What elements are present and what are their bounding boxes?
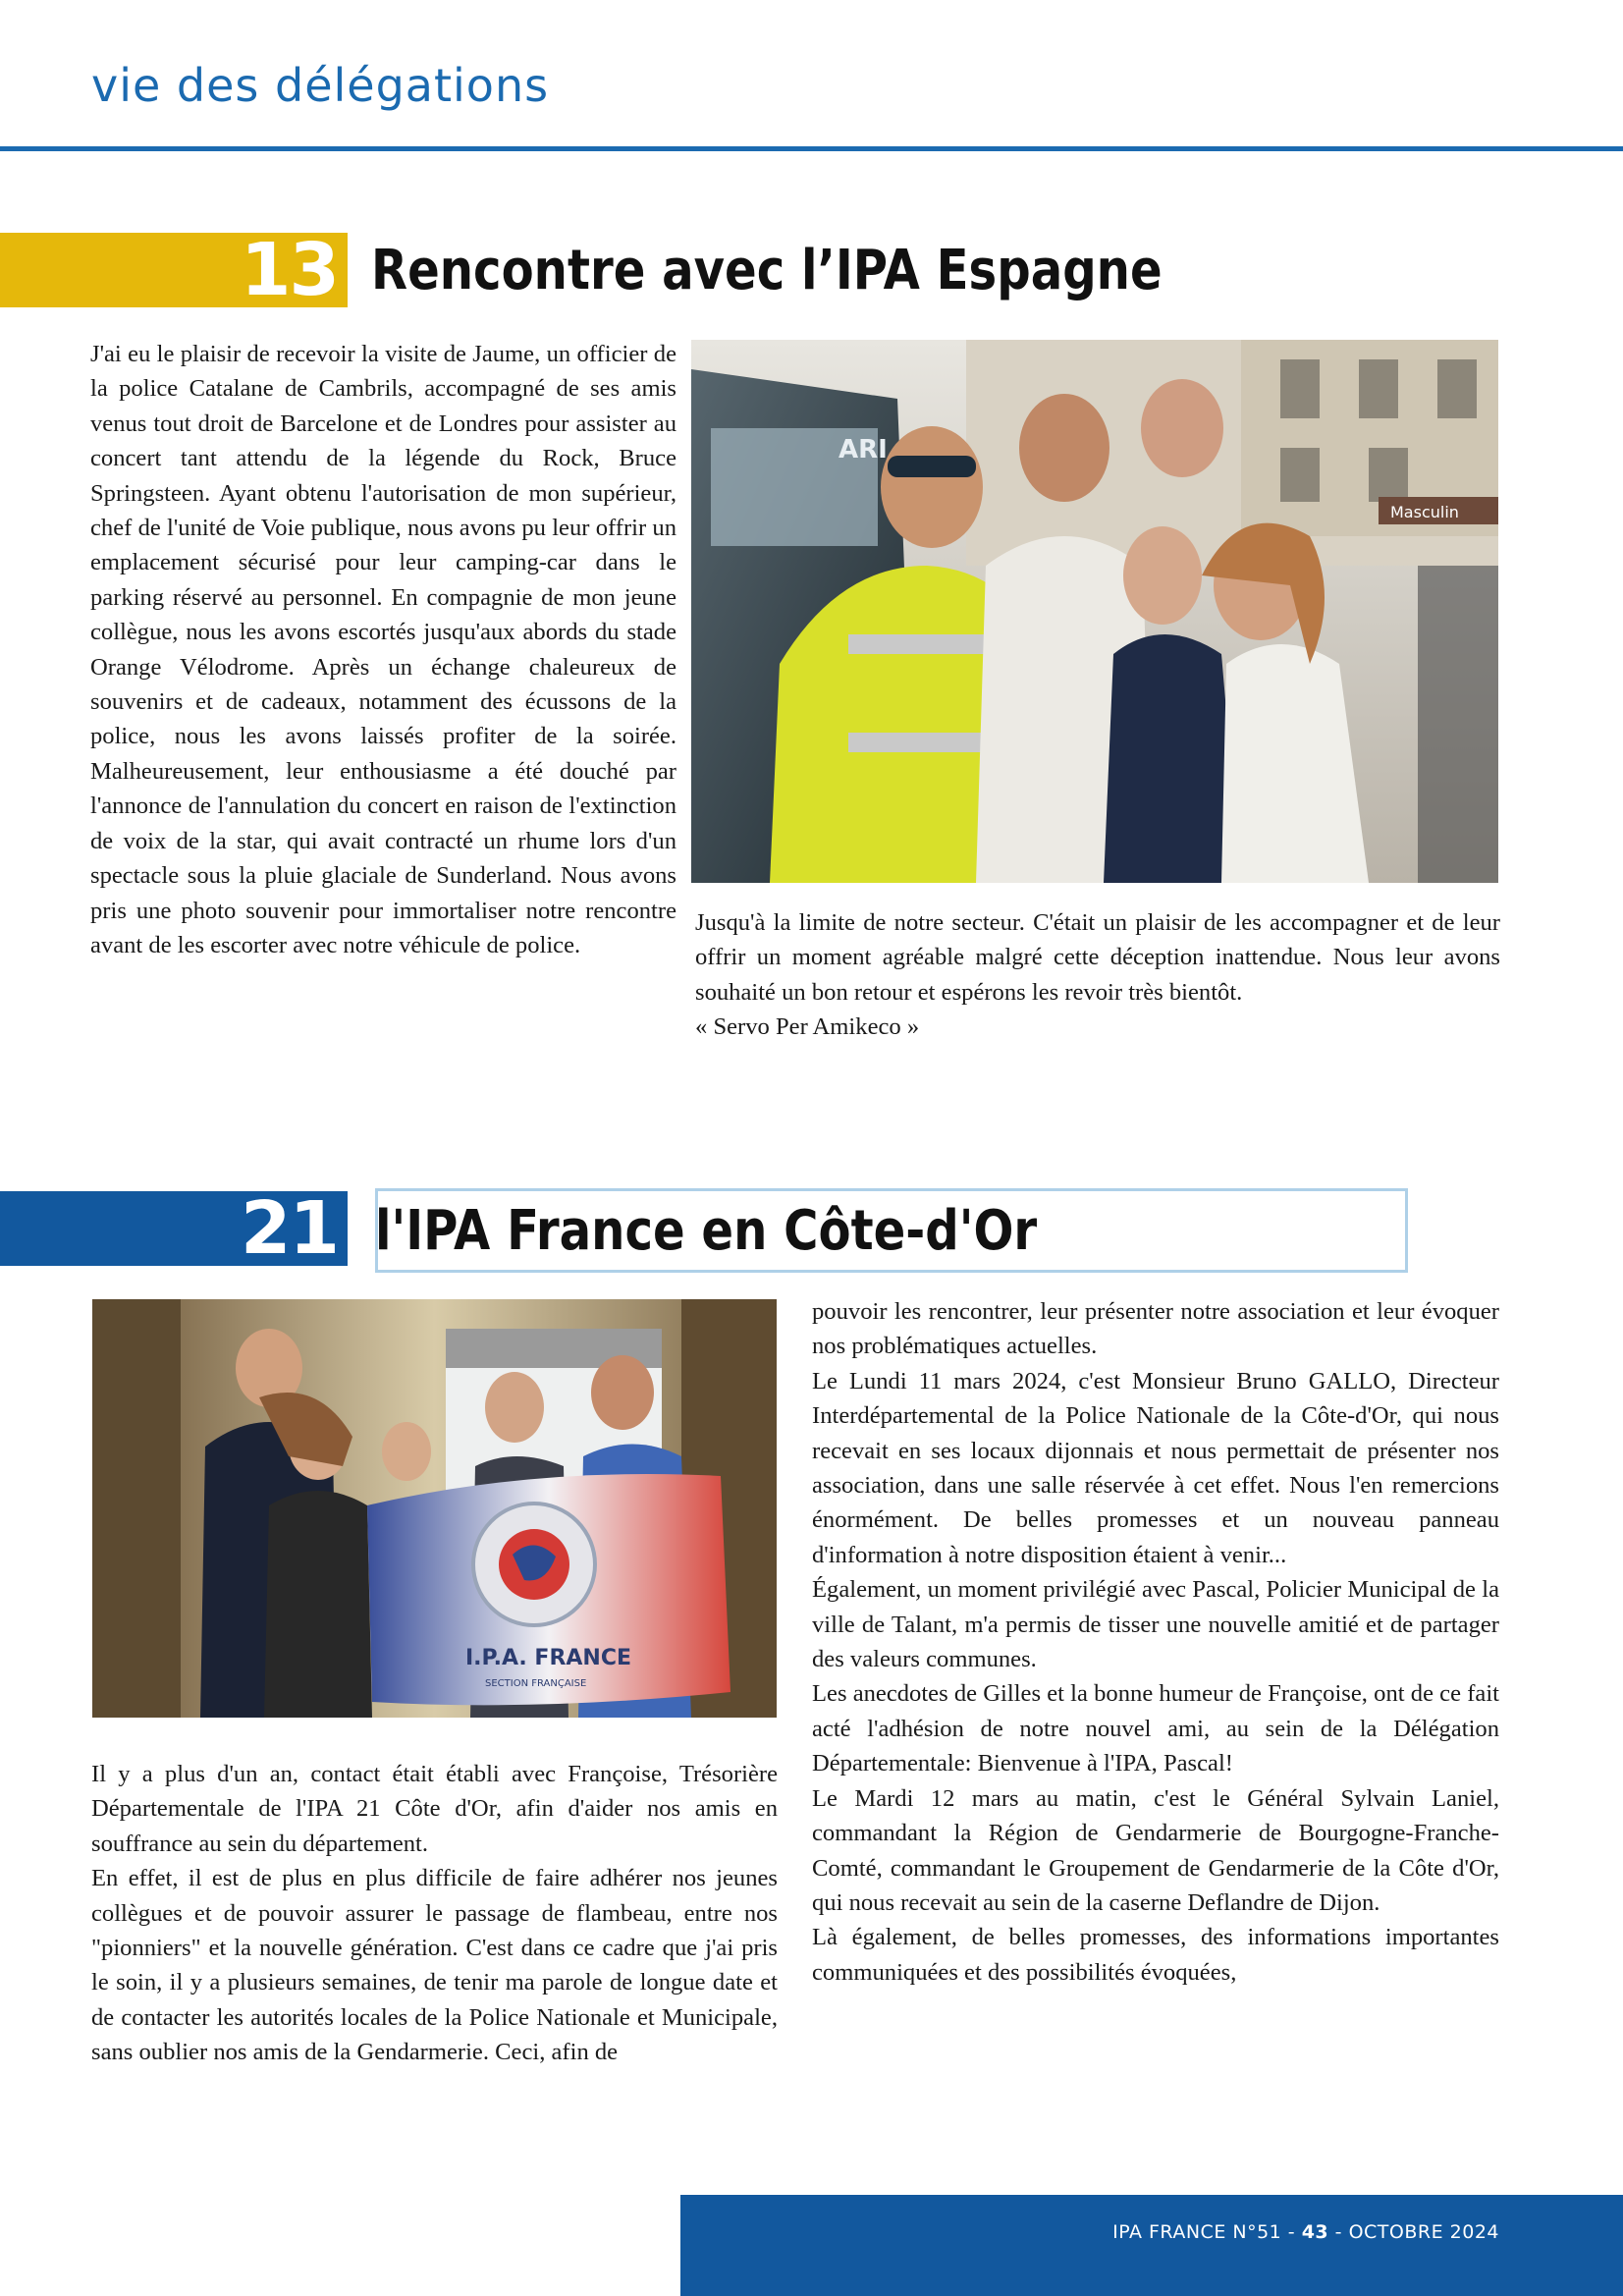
- page-number: 43: [1301, 2221, 1329, 2243]
- footer-date: OCTOBRE 2024: [1348, 2221, 1499, 2243]
- footer-publication: IPA FRANCE N°51: [1112, 2221, 1282, 2243]
- group-photo: [92, 1299, 777, 1718]
- paragraph: Jusqu'à la limite de notre secteur. C'était un plaisir de les accompagner et de leur offrir un moment agréable malgré cette déception inattendue. Nous leur avons souhaité un bon retour et espérons les revoir très bientôt.: [695, 909, 1500, 1006]
- paragraph: J'ai eu le plaisir de recevoir la visite de Jaume, un officier de la police Catalane de Cambrils, accompagné de ses amis venus tout droit de Barcelone et de Londres pour assister au concert tant attendu de la légende du Rock, Bruce Springsteen. Ayant obtenu l'autorisation de mon supérieur, chef de l'unité de Voie publique, nous avons pu leur offrir un emplacement sécurisé pour leur camping-car dans le parking réservé au personnel. En compagnie de mon jeune collègue, nous les avons escortés jusqu'aux abords du stade Orange Vélodrome. Après un échange chaleureux de souvenirs et de cadeaux, notamment des écussons de la police, nous les avons laissés profiter de la soirée. Malheureusement, leur enthousiasme a été douché par l'annonce de l'annulation du concert en raison de l'extinction de voix de la star, qui avait contracté un rhume lors d'un spectacle sous la pluie glaciale de Sunderland. Nous avons pris une photo souvenir pour immortaliser notre rencontre avant de les escorter avec notre véhicule de police.: [90, 341, 676, 958]
- storefront-sign: Masculin: [1390, 503, 1459, 521]
- paragraph: Le Mardi 12 mars au matin, c'est le Général Sylvain Laniel, commandant la Région de Gendarmerie de Bourgogne-Franche-Comté, commandant le Groupement de Gendarmerie de la Côte d'Or, qui nous recevait au sein de la caserne Deflandre de Dijon.: [812, 1784, 1499, 1916]
- paragraph: En effet, il est de plus en plus difficile de faire adhérer nos jeunes collègues et de pouvoir assurer le passage de flambeau, entre nos "pionniers" et la nouvelle génération. C'est dans ce cadre que j'ai pris le soin, il y a plusieurs semaines, de tenir ma parole de longue date et de contacter les autorités locales de la Police Nationale et Municipale, sans oublier nos amis de la Gendarmerie. Ceci, afin de: [91, 1865, 778, 2066]
- group-photo-image: [691, 340, 1498, 883]
- paragraph: Là également, de belles promesses, des informations importantes communiquées et des possibilités évoquées,: [812, 1924, 1499, 1986]
- flag-text: I.P.A. FRANCE: [465, 1646, 632, 1670]
- motto: « Servo Per Amikeco »: [695, 1013, 920, 1041]
- article-number-bar: [0, 228, 348, 312]
- footer-bar: [680, 2195, 1623, 2296]
- group-photo-image: [92, 1299, 777, 1718]
- paragraph: Il y a plus d'un an, contact était établi avec Françoise, Trésorière Départementale de l'IPA 21 Côte d'Or, afin d'aider nos amis en souffrance au sein du département.: [91, 1761, 778, 1857]
- flag-subtext: SECTION FRANÇAISE: [485, 1678, 587, 1689]
- article-title: l'IPA France en Côte-d'Or: [375, 1199, 1038, 1263]
- article-text-column: [812, 1294, 1499, 1990]
- vehicle-sign: ARI: [839, 435, 888, 465]
- article-number-bar: [0, 1186, 348, 1271]
- paragraph: Les anecdotes de Gilles et la bonne humeur de Françoise, ont de ce fait acté l'adhésion de notre nouvel ami, au sein de la Délégation Départementale: Bienvenue à l'IPA, Pascal!: [812, 1680, 1499, 1777]
- group-photo: [691, 340, 1498, 883]
- paragraph: Également, un moment privilégié avec Pascal, Policier Municipal de la ville de Talant, m'a permis de tisser une nouvelle amitié et de partager des valeurs communes.: [812, 1576, 1499, 1673]
- header-rule: [0, 146, 1623, 151]
- article-title: Rencontre avec l’IPA Espagne: [371, 239, 1163, 302]
- article-number: 21: [241, 1186, 338, 1271]
- paragraph: pouvoir les rencontrer, leur présenter notre association et leur évoquer nos problématiques actuelles.: [812, 1298, 1499, 1360]
- footer: IPA FRANCE N°51 - 43 - OCTOBRE 2024: [1112, 2221, 1499, 2243]
- article-number: 13: [241, 228, 338, 312]
- article-text-column: [91, 1757, 778, 2070]
- article-text-column: [695, 905, 1500, 1045]
- paragraph: Le Lundi 11 mars 2024, c'est Monsieur Bruno GALLO, Directeur Interdépartemental de la Police Nationale de la Côte-d'Or, qui nous recevait en ses locaux dijonnais et nous permettait de présenter nos association, dans une salle réservée à cet effet. Nous l'en remercions énormément. De belles promesses et un nouveau panneau d'information à notre disposition étaient à venir...: [812, 1367, 1499, 1568]
- article-text-column: [90, 337, 676, 962]
- section-header: vie des délégations: [91, 59, 550, 112]
